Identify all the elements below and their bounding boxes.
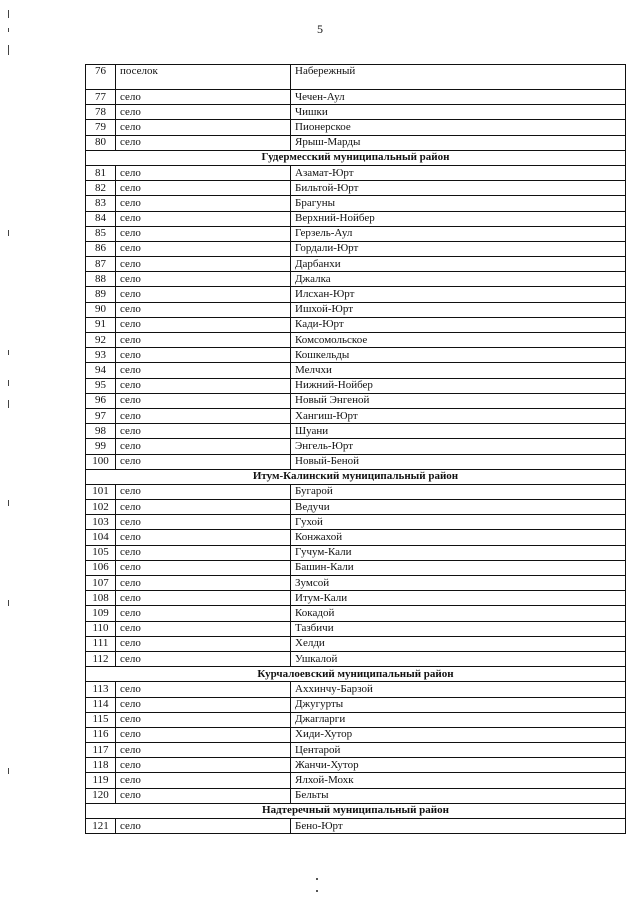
row-number: 90 <box>86 302 116 317</box>
table-row <box>86 606 626 621</box>
settlements-table-body <box>86 65 626 834</box>
settlement-name: Башин-Кали <box>291 560 626 575</box>
row-number: 107 <box>86 576 116 591</box>
table-row <box>86 636 626 651</box>
settlement-name: Кокадой <box>291 606 626 621</box>
settlement-type: село <box>116 819 291 834</box>
scan-dot <box>316 878 318 880</box>
table-row <box>86 454 626 469</box>
settlement-type: село <box>116 788 291 803</box>
settlement-name: Джагларги <box>291 712 626 727</box>
row-number: 98 <box>86 424 116 439</box>
settlement-name: Центарой <box>291 743 626 758</box>
settlement-type: село <box>116 424 291 439</box>
row-number: 78 <box>86 105 116 120</box>
settlement-name: Бено-Юрт <box>291 819 626 834</box>
settlement-type: село <box>116 257 291 272</box>
table-row <box>86 317 626 332</box>
settlement-name: Новый-Беной <box>291 454 626 469</box>
settlement-type: село <box>116 545 291 560</box>
table-row <box>86 287 626 302</box>
row-number: 103 <box>86 515 116 530</box>
table-row <box>86 591 626 606</box>
settlement-type: село <box>116 727 291 742</box>
row-number: 76 <box>86 65 116 90</box>
settlement-type: село <box>116 651 291 666</box>
settlement-type: село <box>116 682 291 697</box>
settlement-type: село <box>116 317 291 332</box>
row-number: 108 <box>86 591 116 606</box>
settlement-name: Комсомольское <box>291 333 626 348</box>
district-header-row <box>86 667 626 682</box>
settlement-type: село <box>116 226 291 241</box>
settlement-name: Шуани <box>291 424 626 439</box>
settlement-name: Ушкалой <box>291 651 626 666</box>
settlement-name: Итум-Кали <box>291 591 626 606</box>
table-row <box>86 333 626 348</box>
scan-margin-marks <box>2 0 16 905</box>
settlement-type: село <box>116 591 291 606</box>
settlement-type: село <box>116 484 291 499</box>
settlement-name: Герзель-Аул <box>291 226 626 241</box>
table-row <box>86 758 626 773</box>
table-row <box>86 727 626 742</box>
settlement-name: Чишки <box>291 105 626 120</box>
row-number: 83 <box>86 196 116 211</box>
table-row <box>86 484 626 499</box>
district-title: Надтеречный муниципальный район <box>86 803 626 818</box>
row-number: 85 <box>86 226 116 241</box>
settlement-name: Гухой <box>291 515 626 530</box>
table-row <box>86 819 626 834</box>
page-number: 5 <box>317 22 323 36</box>
row-number: 81 <box>86 165 116 180</box>
table-row <box>86 424 626 439</box>
table-row <box>86 120 626 135</box>
table-row <box>86 439 626 454</box>
settlement-name: Джалка <box>291 272 626 287</box>
settlement-name: Жанчи-Хутор <box>291 758 626 773</box>
table-row <box>86 530 626 545</box>
settlement-type: село <box>116 697 291 712</box>
settlement-type: село <box>116 560 291 575</box>
table-row <box>86 682 626 697</box>
table-row <box>86 90 626 105</box>
settlement-name: Дарбанхи <box>291 257 626 272</box>
table-row <box>86 272 626 287</box>
row-number: 109 <box>86 606 116 621</box>
settlement-type: село <box>116 165 291 180</box>
row-number: 86 <box>86 241 116 256</box>
settlement-type: село <box>116 606 291 621</box>
row-number: 105 <box>86 545 116 560</box>
settlement-type: село <box>116 743 291 758</box>
table-row <box>86 500 626 515</box>
settlement-name: Кошкельды <box>291 348 626 363</box>
settlement-type: село <box>116 287 291 302</box>
settlement-type: село <box>116 758 291 773</box>
row-number: 102 <box>86 500 116 515</box>
settlement-type: село <box>116 515 291 530</box>
table-row <box>86 165 626 180</box>
settlement-name: Бельты <box>291 788 626 803</box>
settlement-type: село <box>116 363 291 378</box>
table-row <box>86 743 626 758</box>
row-number: 77 <box>86 90 116 105</box>
row-number: 110 <box>86 621 116 636</box>
settlement-type: село <box>116 378 291 393</box>
settlement-name: Хиди-Хутор <box>291 727 626 742</box>
settlement-name: Гучум-Кали <box>291 545 626 560</box>
table-row <box>86 773 626 788</box>
row-number: 120 <box>86 788 116 803</box>
district-header-row <box>86 469 626 484</box>
settlement-name: Ялхой-Мохк <box>291 773 626 788</box>
settlement-type: село <box>116 211 291 226</box>
row-number: 80 <box>86 135 116 150</box>
table-row <box>86 196 626 211</box>
table-row <box>86 788 626 803</box>
settlement-type: село <box>116 348 291 363</box>
row-number: 111 <box>86 636 116 651</box>
settlement-name: Ведучи <box>291 500 626 515</box>
row-number: 119 <box>86 773 116 788</box>
table-row <box>86 226 626 241</box>
row-number: 115 <box>86 712 116 727</box>
table-row <box>86 408 626 423</box>
settlement-name: Азамат-Юрт <box>291 165 626 180</box>
settlement-name: Новый Энгеной <box>291 393 626 408</box>
table-row <box>86 241 626 256</box>
settlement-name: Набережный <box>291 65 626 90</box>
settlement-name: Хелди <box>291 636 626 651</box>
table-row <box>86 348 626 363</box>
row-number: 101 <box>86 484 116 499</box>
settlement-type: село <box>116 302 291 317</box>
settlement-type: село <box>116 773 291 788</box>
settlement-type: село <box>116 120 291 135</box>
settlement-type: село <box>116 500 291 515</box>
table-row <box>86 651 626 666</box>
settlement-type: село <box>116 105 291 120</box>
settlement-name: Пионерское <box>291 120 626 135</box>
table-row <box>86 302 626 317</box>
settlement-name: Мелчхи <box>291 363 626 378</box>
settlement-name: Верхний-Нойбер <box>291 211 626 226</box>
row-number: 87 <box>86 257 116 272</box>
table-row <box>86 211 626 226</box>
row-number: 93 <box>86 348 116 363</box>
row-number: 117 <box>86 743 116 758</box>
table-row <box>86 621 626 636</box>
district-header-row <box>86 150 626 165</box>
table-row <box>86 697 626 712</box>
settlement-type: село <box>116 454 291 469</box>
row-number: 92 <box>86 333 116 348</box>
settlement-name: Тазбичи <box>291 621 626 636</box>
settlement-name: Бильтой-Юрт <box>291 181 626 196</box>
table-row <box>86 181 626 196</box>
row-number: 95 <box>86 378 116 393</box>
settlement-name: Бугарой <box>291 484 626 499</box>
row-number: 112 <box>86 651 116 666</box>
table-row <box>86 560 626 575</box>
row-number: 121 <box>86 819 116 834</box>
table-row <box>86 363 626 378</box>
row-number: 100 <box>86 454 116 469</box>
district-header-row <box>86 803 626 818</box>
table-row <box>86 576 626 591</box>
scan-dot <box>316 890 318 892</box>
district-title: Курчалоевский муниципальный район <box>86 667 626 682</box>
settlement-type: село <box>116 621 291 636</box>
row-number: 89 <box>86 287 116 302</box>
table-row <box>86 393 626 408</box>
settlement-name: Хангиш-Юрт <box>291 408 626 423</box>
settlement-type: село <box>116 196 291 211</box>
settlement-name: Ишхой-Юрт <box>291 302 626 317</box>
row-number: 91 <box>86 317 116 332</box>
settlement-type: село <box>116 135 291 150</box>
settlement-name: Брагуны <box>291 196 626 211</box>
table-row <box>86 135 626 150</box>
settlement-name: Энгель-Юрт <box>291 439 626 454</box>
settlement-name: Кади-Юрт <box>291 317 626 332</box>
row-number: 113 <box>86 682 116 697</box>
settlement-type: село <box>116 636 291 651</box>
row-number: 116 <box>86 727 116 742</box>
settlement-type: село <box>116 408 291 423</box>
row-number: 88 <box>86 272 116 287</box>
row-number: 118 <box>86 758 116 773</box>
row-number: 104 <box>86 530 116 545</box>
row-number: 84 <box>86 211 116 226</box>
settlement-type: село <box>116 90 291 105</box>
settlement-type: село <box>116 393 291 408</box>
district-title: Итум-Калинский муниципальный район <box>86 469 626 484</box>
table-row <box>86 378 626 393</box>
settlement-name: Нижний-Нойбер <box>291 378 626 393</box>
settlement-name: Джугурты <box>291 697 626 712</box>
settlement-name: Зумсой <box>291 576 626 591</box>
settlement-name: Илсхан-Юрт <box>291 287 626 302</box>
settlement-name: Ярыш-Марды <box>291 135 626 150</box>
table-row <box>86 257 626 272</box>
district-title: Гудермесский муниципальный район <box>86 150 626 165</box>
row-number: 114 <box>86 697 116 712</box>
settlement-type: село <box>116 181 291 196</box>
settlement-type: село <box>116 272 291 287</box>
row-number: 106 <box>86 560 116 575</box>
settlement-type: село <box>116 333 291 348</box>
settlement-name: Чечен-Аул <box>291 90 626 105</box>
table-row <box>86 515 626 530</box>
settlement-type: село <box>116 530 291 545</box>
row-number: 97 <box>86 408 116 423</box>
table-row <box>86 65 626 90</box>
table-row <box>86 105 626 120</box>
table-row <box>86 712 626 727</box>
row-number: 96 <box>86 393 116 408</box>
settlements-table <box>85 64 626 834</box>
row-number: 94 <box>86 363 116 378</box>
settlement-type: село <box>116 576 291 591</box>
settlement-type: село <box>116 439 291 454</box>
row-number: 99 <box>86 439 116 454</box>
settlement-type: село <box>116 712 291 727</box>
table-row <box>86 545 626 560</box>
settlement-type: поселок <box>116 65 291 90</box>
settlement-name: Гордали-Юрт <box>291 241 626 256</box>
settlement-name: Аххинчу-Барзой <box>291 682 626 697</box>
row-number: 79 <box>86 120 116 135</box>
settlement-type: село <box>116 241 291 256</box>
settlement-name: Конжахой <box>291 530 626 545</box>
row-number: 82 <box>86 181 116 196</box>
